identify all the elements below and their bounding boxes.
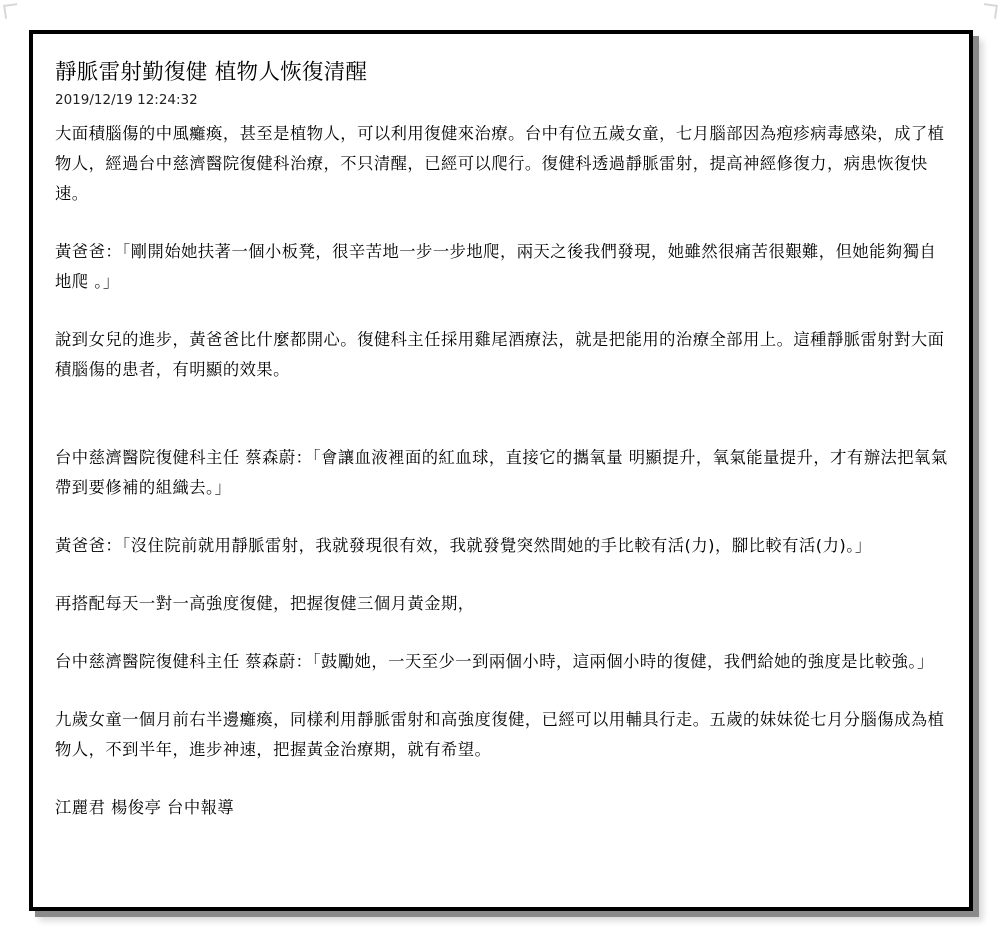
article-paragraph: 九歲女童一個月前右半邊癱瘓，同樣利用靜脈雷射和高強度復健，已經可以用輔具行走。五歲的妹妹從七月分腦傷成為植物人，不到半年，進步神速，把握黃金治療期，就有希望。 <box>55 710 945 759</box>
corner-mark <box>3 3 19 19</box>
article-paragraph: 說到女兒的進步，黃爸爸比什麼都開心。復健科主任採用雞尾酒療法，就是把能用的治療全部用上。這種靜脈雷射對大面積腦傷的患者，有明顯的效果。 <box>55 330 945 379</box>
article-paragraph: 再搭配每天一對一高強度復健，把握復健三個月黃金期， <box>55 594 475 613</box>
article-paragraph: 黃爸爸：「剛開始她扶著一個小板凳，很辛苦地一步一步地爬，兩天之後我們發現，她雖然很痛苦很艱難，但她能夠獨自地爬 。」 <box>55 242 937 291</box>
article-paragraph: 黃爸爸：「沒住院前就用靜脈雷射，我就發現很有效，我就發覺突然間她的手比較有活(力)，腳比較有活(力)。」 <box>55 536 872 555</box>
article-byline: 江麗君 楊俊亭 台中報導 <box>55 798 235 817</box>
article-paragraph: 台中慈濟醫院復健科主任 蔡森蔚：「會讓血液裡面的紅血球，直接它的攜氧量 明顯提升，氧氣能量提升，才有辦法把氧氣帶到要修補的組織去。」 <box>55 448 948 497</box>
article-title: 靜脈雷射勤復健 植物人恢復清醒 <box>55 60 368 85</box>
corner-mark <box>982 3 998 19</box>
article-body <box>55 58 949 823</box>
article-frame <box>29 30 973 911</box>
article-timestamp: 2019/12/19 12:24:32 <box>55 92 198 108</box>
article-paragraph: 大面積腦傷的中風癱瘓，甚至是植物人，可以利用復健來治療。台中有位五歲女童，七月腦部因為疱疹病毒感染，成了植物人，經過台中慈濟醫院復健科治療，不只清醒，已經可以爬行。復健科透過靜脈雷射，提高神經修復力，病患恢復快速。 <box>55 124 945 203</box>
article-paragraph: 台中慈濟醫院復健科主任 蔡森蔚：「鼓勵她，一天至少一到兩個小時，這兩個小時的復健，我們給她的強度是比較強。」 <box>55 652 934 671</box>
